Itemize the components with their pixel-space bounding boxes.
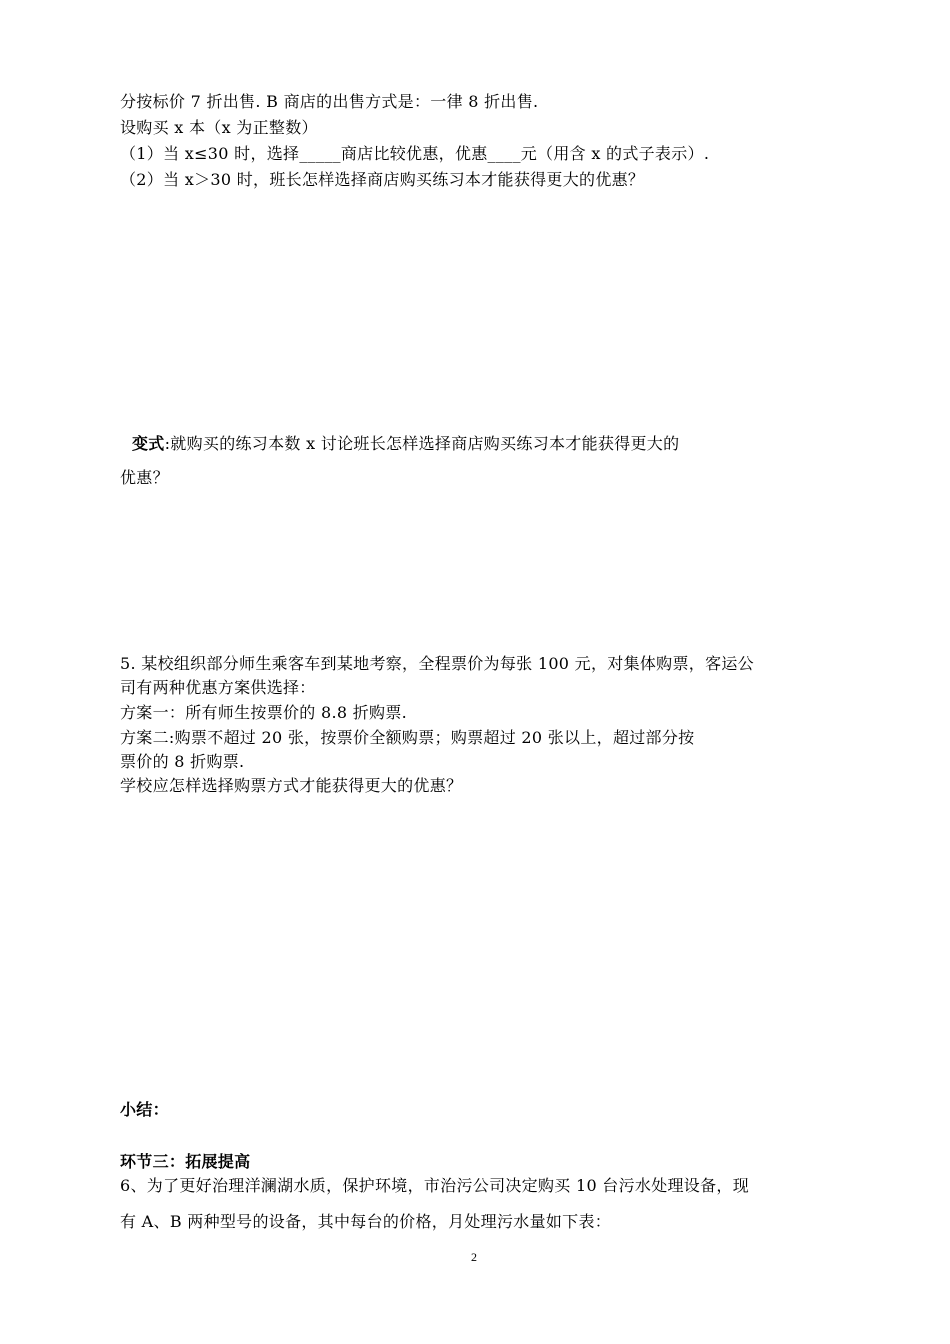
- text-line: 设购买 x 本（x 为正整数）: [120, 118, 318, 137]
- summary-heading: 小结：: [120, 1100, 169, 1119]
- variant-label: 变式: [132, 434, 165, 453]
- problem-6-line: 6、为了更好治理洋澜湖水质，保护环境，市治污公司决定购买 10 台污水处理设备，现: [120, 1176, 750, 1195]
- section-heading: 环节三：拓展提高: [120, 1152, 251, 1171]
- question-1: （1）当 x≤30 时，选择_____商店比较优惠，优惠____元（用含 x 的式子表示）.: [120, 144, 710, 163]
- variant-text: :就购买的练习本数 x 讨论班长怎样选择商店购买练习本才能获得更大的: [164, 434, 680, 453]
- problem-5-line: 方案一：所有师生按票价的 8.8 折购票.: [120, 703, 408, 722]
- problem-5-line: 学校应怎样选择购票方式才能获得更大的优惠？: [120, 776, 463, 795]
- variant-line-2: 优惠？: [120, 468, 169, 487]
- page-number: 2: [471, 1250, 477, 1264]
- variant-line-1: [132, 434, 679, 454]
- problem-5-line: 司有两种优惠方案供选择：: [120, 678, 316, 697]
- problem-5-line: 票价的 8 折购票.: [120, 752, 245, 771]
- text-line: 分按标价 7 折出售. B 商店的出售方式是：一律 8 折出售.: [120, 92, 539, 111]
- question-2: （2）当 x＞30 时，班长怎样选择商店购买练习本才能获得更大的优惠？: [120, 170, 645, 189]
- problem-5-line: 方案二:购票不超过 20 张，按票价全额购票；购票超过 20 张以上，超过部分按: [120, 728, 695, 747]
- problem-5-line: 5. 某校组织部分师生乘客车到某地考察，全程票价为每张 100 元，对集体购票，客运公: [120, 654, 754, 673]
- problem-6-line: 有 A、B 两种型号的设备，其中每台的价格，月处理污水量如下表：: [120, 1212, 612, 1231]
